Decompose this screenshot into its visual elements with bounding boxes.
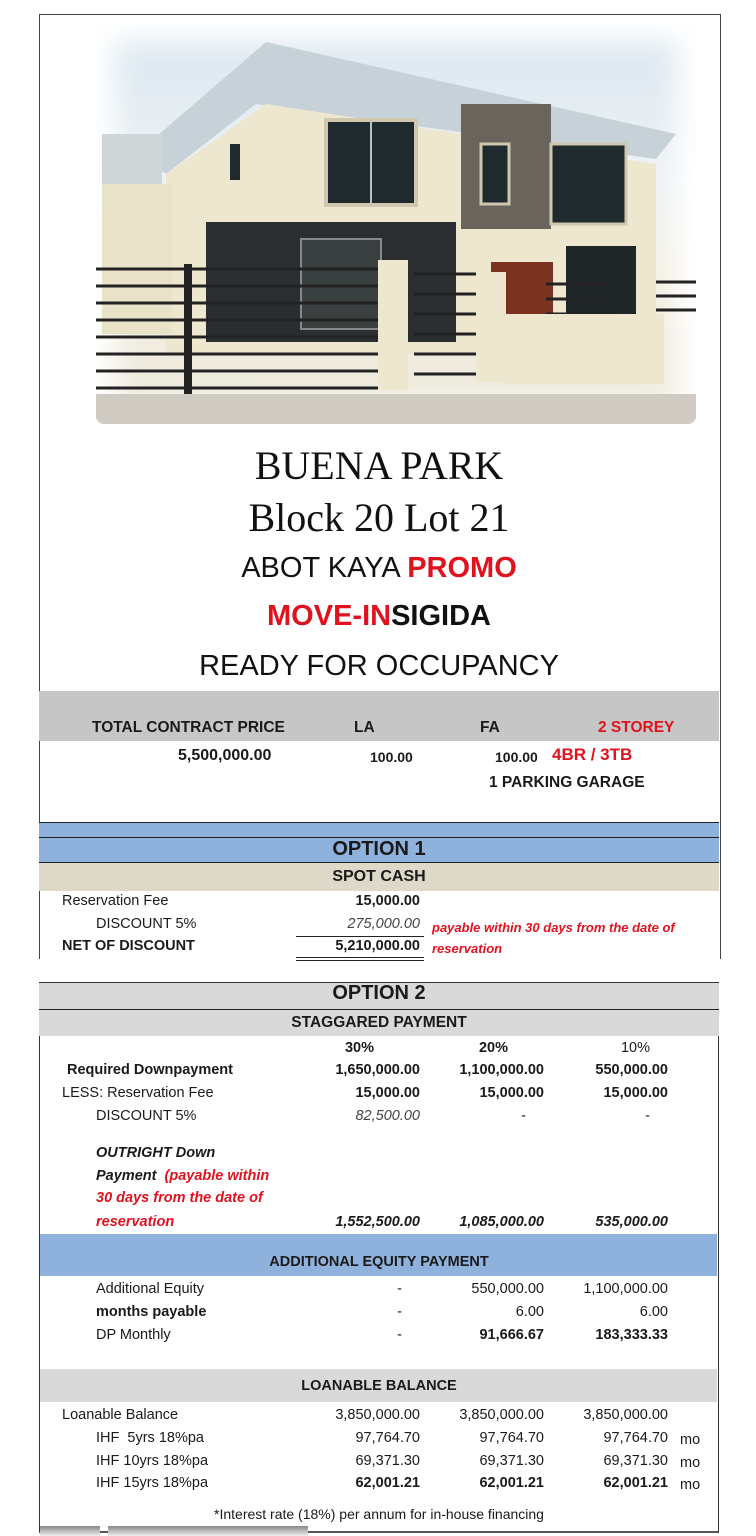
col-30: 30%: [344, 1040, 374, 1056]
dp-monthly-20: 91,666.67: [479, 1327, 544, 1343]
discount2-20: -: [521, 1108, 526, 1124]
title-block: [39, 440, 719, 688]
la-value: 100.00: [370, 749, 413, 765]
promo-line: [39, 546, 719, 590]
less-res-30: 15,000.00: [355, 1085, 420, 1101]
less-res-10: 15,000.00: [603, 1085, 668, 1101]
movein-line: [39, 594, 719, 638]
underline: [296, 936, 424, 937]
ihf15-30: 62,001.21: [355, 1475, 420, 1491]
outright-label-1: OUTRIGHT Down: [96, 1145, 216, 1161]
option2-title: OPTION 2: [332, 982, 426, 1004]
status-line: READY FOR OCCUPANCY: [199, 650, 559, 682]
reservation-fee-value: 15,000.00: [355, 893, 420, 909]
col-20: 20%: [478, 1040, 508, 1056]
discount2-10: -: [645, 1108, 650, 1124]
net-discount-value: 5,210,000.00: [335, 938, 420, 954]
add-equity-30: -: [397, 1281, 402, 1297]
double-underline: [296, 960, 424, 961]
ihf5-20: 97,764.70: [479, 1430, 544, 1446]
less-res-label: LESS: Reservation Fee: [62, 1085, 214, 1101]
less-res-20: 15,000.00: [479, 1085, 544, 1101]
promo-highlight: PROMO: [407, 552, 517, 584]
outright-note-a: (payable within: [164, 1168, 270, 1184]
ihf10-10: 69,371.30: [603, 1453, 668, 1469]
ihf10-20: 69,371.30: [479, 1453, 544, 1469]
ihf5-label: IHF 5yrs 18%pa: [96, 1430, 204, 1446]
interest-footnote: *Interest rate (18%) per annum for in-house financing: [214, 1506, 544, 1522]
discount-value: 275,000.00: [347, 916, 420, 932]
dp-monthly-label: DP Monthly: [96, 1327, 171, 1343]
ihf15-20: 62,001.21: [479, 1475, 544, 1491]
months-10: 6.00: [639, 1304, 668, 1320]
outright-20: 1,085,000.00: [459, 1214, 544, 1230]
project-name: BUENA PARK: [254, 443, 504, 488]
reservation-fee-label: Reservation Fee: [62, 893, 169, 909]
page-shadow: [40, 1526, 100, 1536]
outright-note-b: 30 days from the date of: [96, 1190, 263, 1206]
page-shadow: [108, 1526, 308, 1536]
tcp-value: 5,500,000.00: [178, 747, 272, 764]
option2-subtitle: STAGGARED PAYMENT: [291, 1014, 467, 1031]
option1-title: OPTION 1: [332, 838, 426, 860]
storey-label: 2 STOREY: [598, 719, 675, 736]
dp-monthly-30: -: [397, 1327, 402, 1343]
loan-title: LOANABLE BALANCE: [301, 1378, 457, 1394]
add-equity-20: 550,000.00: [471, 1281, 544, 1297]
option1-note-line2: reservation: [432, 941, 503, 956]
unit-name: Block 20 Lot 21: [248, 495, 510, 540]
months-30: -: [397, 1304, 402, 1320]
ihf5-10: 97,764.70: [603, 1430, 668, 1446]
ihf15-10: 62,001.21: [603, 1475, 668, 1491]
dp-monthly-10: 183,333.33: [595, 1327, 668, 1343]
ihf10-label: IHF 10yrs 18%pa: [96, 1453, 209, 1469]
promo-prefix: ABOT KAYA: [241, 552, 408, 584]
required-dp-30: 1,650,000.00: [335, 1062, 420, 1078]
required-dp-10: 550,000.00: [595, 1062, 668, 1078]
col-10: 10%: [620, 1040, 650, 1056]
parking-label: 1 PARKING GARAGE: [489, 774, 645, 791]
movein-red: MOVE-IN: [267, 600, 392, 632]
required-dp-20: 1,100,000.00: [459, 1062, 544, 1078]
months-label: months payable: [96, 1304, 207, 1320]
loanable-10: 3,850,000.00: [583, 1407, 668, 1423]
outright-note-c: reservation: [96, 1214, 175, 1230]
loanable-20: 3,850,000.00: [459, 1407, 544, 1423]
discount2-label: DISCOUNT 5%: [96, 1108, 197, 1124]
la-label: LA: [354, 719, 375, 736]
outright-label-2-text: Payment: [96, 1168, 157, 1184]
tcp-label: TOTAL CONTRACT PRICE: [92, 719, 285, 736]
loanable-30: 3,850,000.00: [335, 1407, 420, 1423]
net-discount-label: NET OF DISCOUNT: [62, 938, 195, 954]
ihf15-label: IHF 15yrs 18%pa: [96, 1475, 209, 1491]
outright-label-2: [96, 1168, 269, 1184]
add-equity-label: Additional Equity: [96, 1281, 205, 1297]
ihf10-unit: mo: [680, 1455, 701, 1471]
discount2-30: 82,500.00: [355, 1108, 420, 1124]
option1-note-line1: payable within 30 days from the date of: [432, 920, 675, 935]
fa-value: 100.00: [495, 749, 538, 765]
ihf15-unit: mo: [680, 1477, 701, 1493]
ihf5-unit: mo: [680, 1432, 701, 1448]
months-20: 6.00: [515, 1304, 544, 1320]
outright-10: 535,000.00: [595, 1214, 668, 1230]
equity-title: ADDITIONAL EQUITY PAYMENT: [269, 1254, 489, 1270]
house-photo: [96, 24, 696, 424]
rooms-label: 4BR / 3TB: [552, 745, 633, 764]
outright-30: 1,552,500.00: [335, 1214, 420, 1230]
ihf10-30: 69,371.30: [355, 1453, 420, 1469]
double-underline: [296, 957, 424, 958]
discount-label: DISCOUNT 5%: [96, 916, 197, 932]
fa-label: FA: [480, 719, 500, 736]
movein-black: SIGIDA: [391, 600, 491, 632]
required-dp-label: Required Downpayment: [67, 1062, 233, 1078]
option1-subtitle: SPOT CASH: [332, 868, 426, 885]
loanable-label: Loanable Balance: [62, 1407, 179, 1423]
add-equity-10: 1,100,000.00: [583, 1281, 668, 1297]
ihf5-30: 97,764.70: [355, 1430, 420, 1446]
